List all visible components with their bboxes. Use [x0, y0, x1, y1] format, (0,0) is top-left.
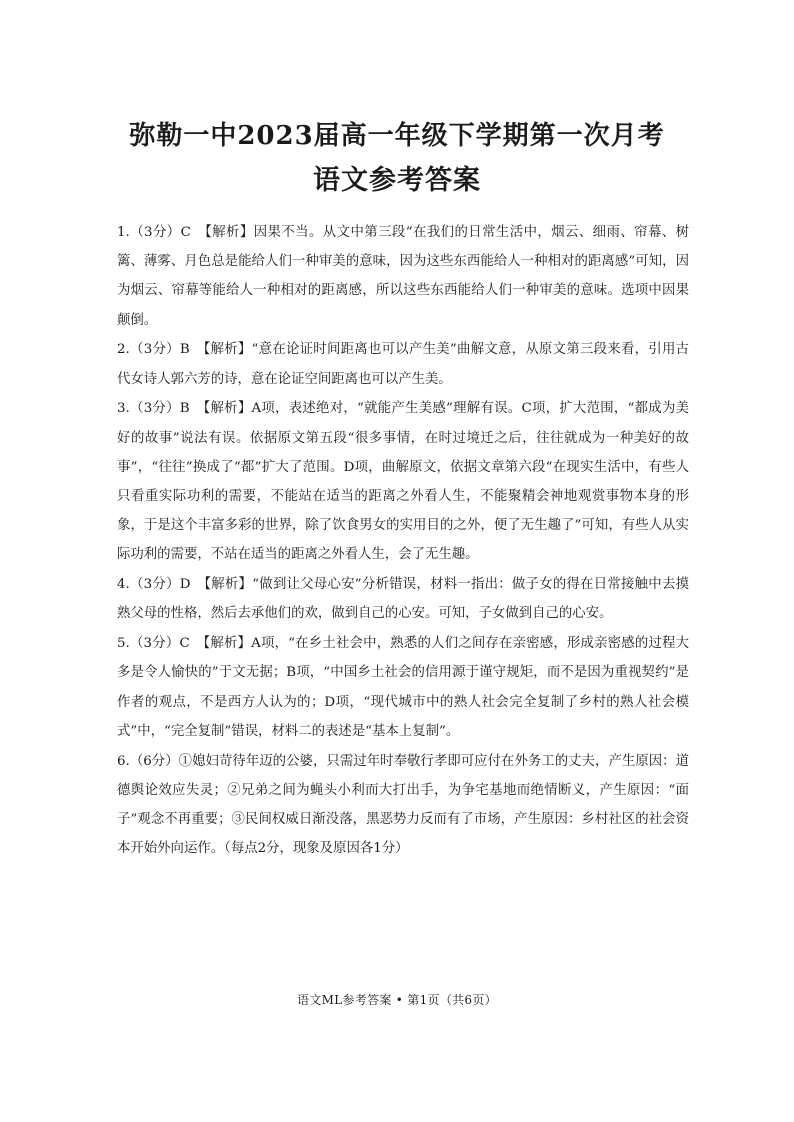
answer-head: 2.（3分）B 【解析】 [117, 342, 252, 358]
answer-item-4 [117, 570, 689, 628]
answer-item-2 [117, 335, 689, 393]
answer-head: 5.（3分）C 【解析】 [117, 636, 252, 652]
exam-title: 弥勒一中2023届高一年级下学期第一次月考 [129, 121, 665, 151]
answer-list [117, 218, 689, 863]
answer-item-3 [117, 394, 689, 569]
answer-explanation: “做到让父母心安”分析错误，材料一指出：做子女的得在日常接触中去摸熟父母的性格，然后去承他们的欢，做到自己的心安。可知，子女做到自己的心安。 [117, 577, 689, 622]
answer-item-6 [117, 747, 689, 864]
answer-explanation: “意在论证时间距离也可以产生美”曲解文意，从原文第三段来看，引用古代女诗人郭六芳的诗，意在论证空间距离也可以产生美。 [117, 342, 689, 387]
page-footer: 语文ML参考答案 • 第1页（共6页） [297, 993, 497, 1007]
answer-explanation: A项，“在乡土社会中，熟悉的人们之间存在亲密感，形成亲密感的过程大多是令人愉快的”于文无据；B项，“中国乡土社会的信用源于谨守规矩，而不是因为重视契约”是作者的观点，不是西方人认为的；D项，“现代城市中的熟人社会完全复制了乡村的熟人社会模式”中，“完全复制”错误，材料二的表述是“基本上复制”。 [117, 636, 690, 739]
answer-explanation: ①媳妇苛待年迈的公婆，只需过年时奉敬行孝即可应付在外务工的丈夫，产生原因：道德舆论效应失灵；②兄弟之间为蝇头小利而大打出手，为争宅基地而绝情断义，产生原因：“面子”观念不再重要；③民间权威日渐没落，黑恶势力反而有了市场，产生原因：乡村社区的社会资本开始外向运作。（每点2分，现象及原因各1分） [117, 753, 689, 857]
answer-item-1 [117, 218, 689, 335]
answer-head: 6.（6分） [117, 753, 179, 769]
answer-head: 3.（3分）B 【解析】 [117, 401, 252, 417]
answer-head: 1.（3分）C 【解析】 [117, 225, 254, 240]
answer-head: 4.（3分）D 【解析】 [117, 577, 253, 593]
document-subtitle: 语文参考答案 [313, 165, 481, 196]
answer-item-5 [117, 629, 689, 746]
answer-explanation: A项，表述绝对，“就能产生美感”理解有误。C项，扩大范围，“都成为美好的故事”说法有误。依据原文第五段“很多事情，在时过境迁之后，往往就成为一种美好的故事”，“往往”换成了“都”扩大了范围。D项，曲解原文，依据文章第六段“在现实生活中，有些人只看重实际功利的需要，不能站在适当的距离之外看人生，不能聚精会神地观赏事物本身的形象，于是这个丰富多彩的世界，除了饮食男女的实用目的之外，便了无生趣了”可知，有些人从实际功利的需要，不站在适当的距离之外看人生，会了无生趣。 [117, 401, 690, 563]
answer-explanation: 因果不当。从文中第三段“在我们的日常生活中，烟云、细雨、帘幕、树篱、薄雾、月色总是能给人们一种审美的意味，因为这些东西能给人一种相对的距离感”可知，因为烟云、帘幕等能给人一种相对的距离感，所以这些东西能给人们一种审美的意味。选项中因果颠倒。 [117, 225, 689, 328]
